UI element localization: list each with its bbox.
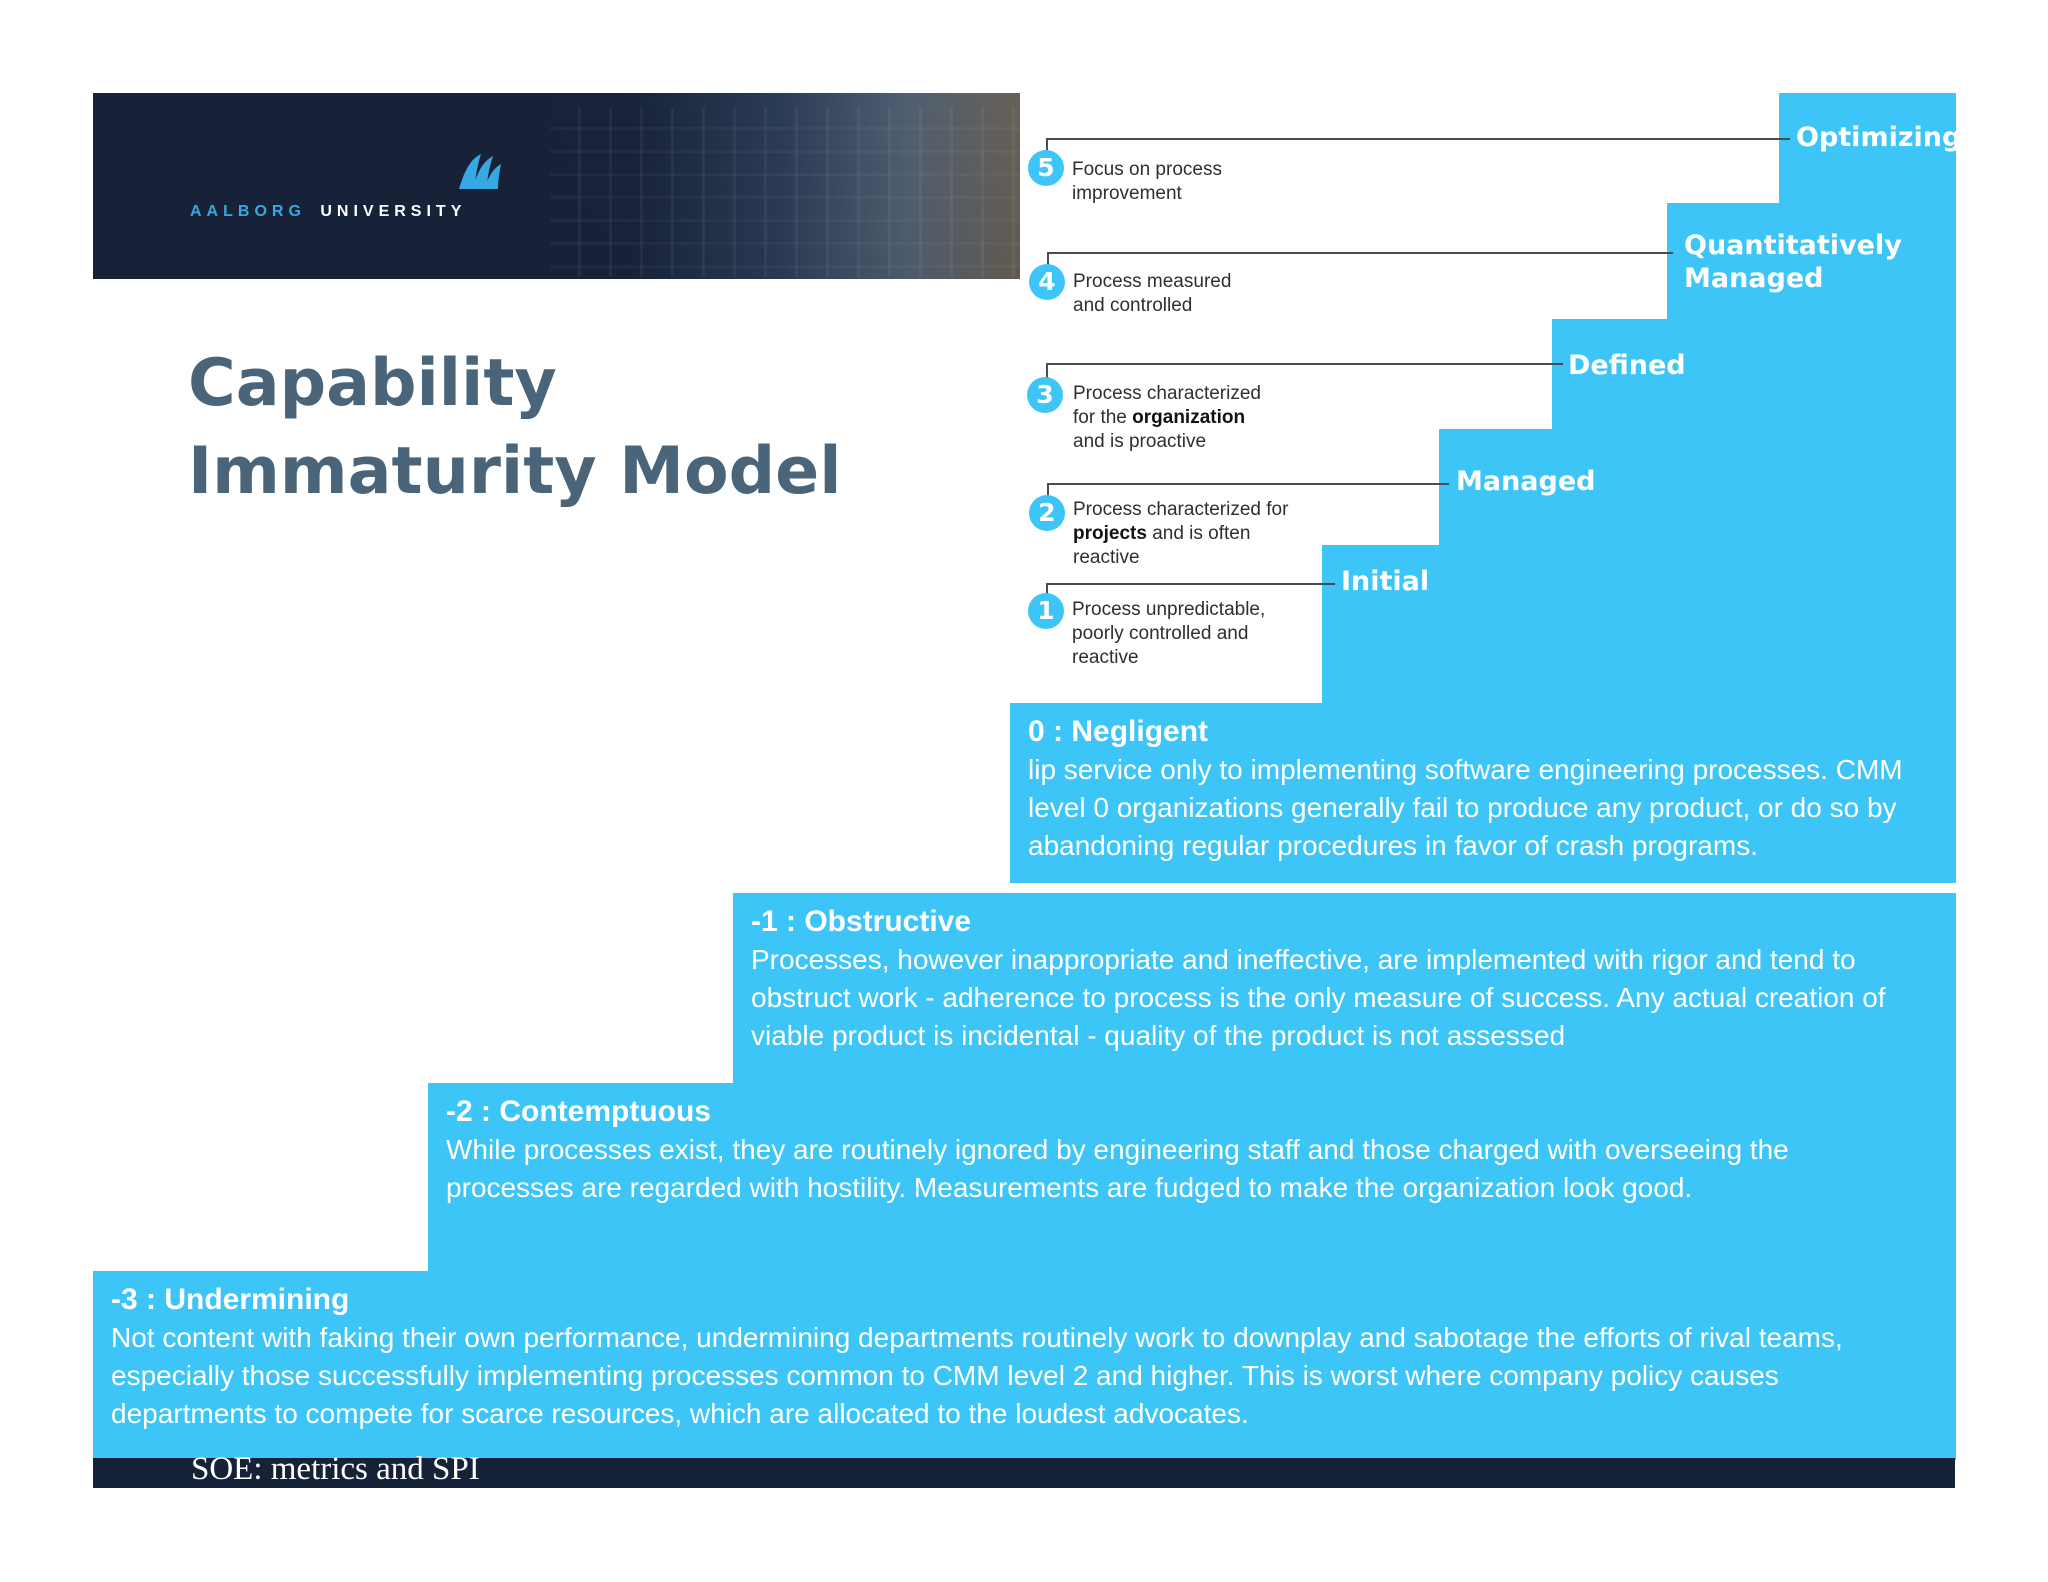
cmm-number-3-badge: 3 bbox=[1027, 377, 1063, 413]
cmm-description-3-emphasis: organization bbox=[1132, 407, 1246, 428]
level-minus-1-line-1: Processes, however inappropriate and ineffective, are implemented with rigor and tend to bbox=[751, 944, 1856, 975]
level-minus-2-line-2: processes are regarded with hostility. Measurements are fudged to make the organization look good. bbox=[446, 1172, 1693, 1203]
level-minus-3-line-2: especially those successfully implementing processes common to CMM level 2 and higher. This is worst where company policy causes bbox=[111, 1360, 1779, 1391]
cmm-label-initial: Initial bbox=[1341, 566, 1430, 597]
level-minus-2-line-1: While processes exist, they are routinely ignored by engineering staff and those charged with overseeing the bbox=[446, 1134, 1789, 1165]
cmm-line-2 bbox=[1047, 483, 1449, 485]
cmm-label-defined: Defined bbox=[1568, 350, 1686, 381]
cmm-description-2-emphasis: projects bbox=[1073, 523, 1147, 544]
immaturity-level-0 bbox=[1010, 703, 1956, 883]
cmm-staircase-diagram bbox=[1020, 93, 1962, 704]
university-word: UNIVERSITY bbox=[320, 203, 467, 220]
cmm-description-4-line-2: and controlled bbox=[1073, 295, 1193, 316]
cmm-line-4 bbox=[1047, 252, 1673, 254]
cmm-number-4-badge: 4 bbox=[1029, 264, 1065, 300]
cmm-description-5-line-1: Focus on process bbox=[1072, 159, 1222, 180]
immaturity-level-minus-2 bbox=[428, 1083, 1956, 1273]
cmm-description-4 bbox=[1073, 270, 1231, 318]
cmm-label-quantitatively-managed bbox=[1684, 229, 1902, 295]
campus-building-image bbox=[550, 107, 1020, 277]
cmm-description-1-line-2: poorly controlled and bbox=[1072, 623, 1249, 644]
cmm-description-3-line-2 bbox=[1073, 406, 1261, 430]
level-minus-1-title: -1 : Obstructive bbox=[751, 905, 972, 938]
level-0-line-2: level 0 organizations generally fail to produce any product, or do so by bbox=[1028, 792, 1897, 823]
cmm-line-3 bbox=[1046, 363, 1563, 365]
cmm-label-quantitatively-line-1: Quantitatively bbox=[1684, 230, 1902, 261]
aau-logo-icon bbox=[457, 151, 503, 191]
immaturity-level-minus-3 bbox=[93, 1271, 1956, 1460]
university-prefix: AALBORG bbox=[190, 203, 306, 220]
cmm-description-2-line-1: Process characterized for bbox=[1073, 499, 1289, 520]
title-line-1: Capability bbox=[188, 346, 557, 421]
title-line-2: Immaturity Model bbox=[188, 434, 842, 509]
cmm-number-5-badge: 5 bbox=[1028, 150, 1064, 186]
cmm-line-1 bbox=[1046, 583, 1335, 585]
cmm-label-quantitatively-line-2: Managed bbox=[1684, 263, 1824, 294]
cmm-description-1-line-3: reactive bbox=[1072, 647, 1139, 668]
cmm-description-2 bbox=[1073, 498, 1288, 570]
cmm-line-5 bbox=[1046, 138, 1790, 140]
cmm-description-5-line-2: improvement bbox=[1072, 183, 1182, 204]
level-0-title: 0 : Negligent bbox=[1028, 715, 1209, 748]
cmm-description-2-suffix: and is often bbox=[1152, 523, 1251, 544]
cmm-number-1-badge: 1 bbox=[1028, 593, 1064, 629]
cmm-description-3-line-1: Process characterized bbox=[1073, 383, 1261, 404]
level-minus-1-line-3: viable product is incidental - quality of the product is not assessed bbox=[751, 1020, 1566, 1051]
cmm-label-optimizing: Optimizing bbox=[1796, 122, 1962, 153]
level-0-line-3: abandoning regular procedures in favor of crash programs. bbox=[1028, 830, 1758, 861]
cmm-description-1 bbox=[1072, 598, 1265, 670]
level-minus-2-title: -2 : Contemptuous bbox=[446, 1095, 711, 1128]
university-name bbox=[190, 203, 466, 221]
cmm-description-1-line-1: Process unpredictable, bbox=[1072, 599, 1266, 620]
level-minus-3-title: -3 : Undermining bbox=[111, 1283, 350, 1316]
cmm-description-3-line-3: and is proactive bbox=[1073, 431, 1207, 452]
footer-text: SOE: metrics and SPI bbox=[191, 1451, 480, 1487]
header-banner bbox=[93, 93, 1020, 279]
page-title bbox=[188, 340, 948, 516]
immaturity-level-minus-1 bbox=[733, 893, 1956, 1083]
cmm-description-4-line-1: Process measured bbox=[1073, 271, 1232, 292]
cmm-description-3 bbox=[1073, 382, 1261, 454]
level-minus-1-line-2: obstruct work - adherence to process is the only measure of success. Any actual creation of bbox=[751, 982, 1886, 1013]
level-minus-3-line-3: departments to compete for scarce resources, which are allocated to the loudest advocates. bbox=[111, 1398, 1249, 1429]
cmm-description-5 bbox=[1072, 158, 1222, 206]
cmm-description-3-prefix: for the bbox=[1073, 407, 1127, 428]
level-0-line-1: lip service only to implementing software engineering processes. CMM bbox=[1028, 754, 1903, 785]
level-minus-3-line-1: Not content with faking their own performance, undermining departments routinely work to downplay and sabotage the efforts of rival teams, bbox=[111, 1322, 1843, 1353]
cmm-description-2-line-2 bbox=[1073, 522, 1288, 546]
cmm-number-2-badge: 2 bbox=[1029, 495, 1065, 531]
cmm-description-2-line-3: reactive bbox=[1073, 547, 1140, 568]
cmm-label-managed: Managed bbox=[1456, 466, 1596, 497]
